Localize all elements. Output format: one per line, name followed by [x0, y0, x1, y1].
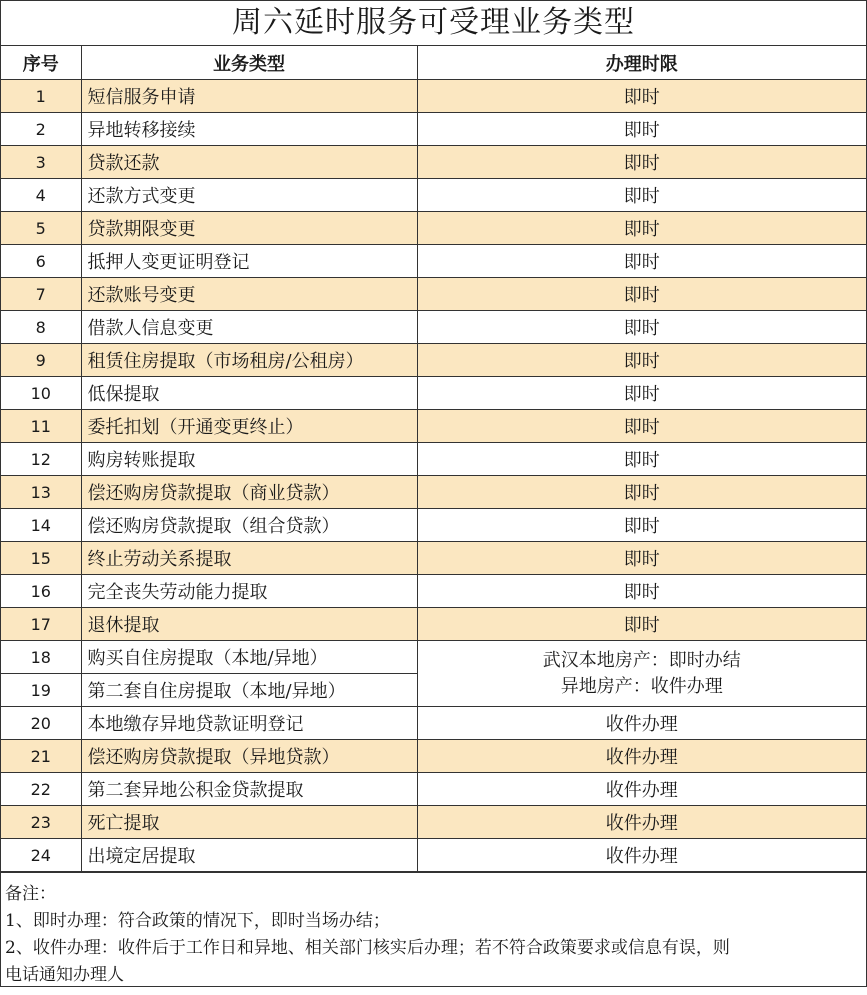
notes-line-3: 电话通知办理人 [5, 965, 124, 985]
table-header-row [1, 46, 866, 80]
header-time-limit: 办理时限 [417, 46, 866, 80]
row-business-type: 第二套异地公积金贷款提取 [81, 773, 417, 806]
row-business-type: 购房转账提取 [81, 443, 417, 476]
row-index: 15 [1, 542, 81, 575]
table-row [1, 278, 866, 311]
table-row [1, 212, 866, 245]
row-index: 9 [1, 344, 81, 377]
table-row [1, 509, 866, 542]
row-index: 10 [1, 377, 81, 410]
table-row [1, 641, 866, 674]
row-index: 23 [1, 806, 81, 839]
row-time-limit: 收件办理 [417, 773, 866, 806]
row-time-limit: 即时 [417, 575, 866, 608]
row-index: 7 [1, 278, 81, 311]
table-row [1, 311, 866, 344]
table-row [1, 542, 866, 575]
merged-time-line-1: 武汉本地房产：即时办结 [542, 649, 741, 671]
table-row [1, 707, 866, 740]
row-business-type: 偿还购房贷款提取（组合贷款） [81, 509, 417, 542]
row-time-limit: 收件办理 [417, 707, 866, 740]
row-business-type: 终止劳动关系提取 [81, 542, 417, 575]
table-row [1, 443, 866, 476]
row-index: 14 [1, 509, 81, 542]
row-index: 13 [1, 476, 81, 509]
row-business-type: 本地缴存异地贷款证明登记 [81, 707, 417, 740]
row-time-limit: 即时 [417, 311, 866, 344]
row-time-limit: 即时 [417, 542, 866, 575]
table-row [1, 740, 866, 773]
row-index: 16 [1, 575, 81, 608]
row-time-limit: 即时 [417, 377, 866, 410]
row-time-limit: 即时 [417, 212, 866, 245]
table-row [1, 344, 866, 377]
row-business-type: 租赁住房提取（市场租房/公租房） [81, 344, 417, 377]
merged-time-line-2: 异地房产：收件办理 [560, 675, 723, 697]
table-row [1, 575, 866, 608]
row-business-type: 贷款还款 [81, 146, 417, 179]
table-row [1, 773, 866, 806]
row-index: 17 [1, 608, 81, 641]
row-time-limit: 即时 [417, 476, 866, 509]
row-business-type: 委托扣划（开通变更终止） [81, 410, 417, 443]
row-time-limit: 即时 [417, 443, 866, 476]
table-row [1, 410, 866, 443]
row-business-type: 第二套自住房提取（本地/异地） [81, 674, 417, 707]
row-index: 24 [1, 839, 81, 872]
row-business-type: 退休提取 [81, 608, 417, 641]
row-index: 20 [1, 707, 81, 740]
row-index: 2 [1, 113, 81, 146]
row-business-type: 低保提取 [81, 377, 417, 410]
notes-line-1: 1、即时办理：符合政策的情况下，即时当场办结； [5, 911, 390, 931]
row-time-limit: 即时 [417, 344, 866, 377]
row-time-limit: 收件办理 [417, 740, 866, 773]
row-business-type: 还款账号变更 [81, 278, 417, 311]
row-index: 22 [1, 773, 81, 806]
sheet-title: 周六延时服务可受理业务类型 [1, 1, 866, 46]
row-business-type: 出境定居提取 [81, 839, 417, 872]
row-business-type: 偿还购房贷款提取（商业贷款） [81, 476, 417, 509]
row-index: 19 [1, 674, 81, 707]
row-business-type: 偿还购房贷款提取（异地贷款） [81, 740, 417, 773]
row-time-limit: 即时 [417, 80, 866, 113]
row-time-limit: 即时 [417, 113, 866, 146]
row-index: 18 [1, 641, 81, 674]
row-index: 4 [1, 179, 81, 212]
row-business-type: 完全丧失劳动能力提取 [81, 575, 417, 608]
header-index: 序号 [1, 46, 81, 80]
table-row [1, 245, 866, 278]
table-row [1, 146, 866, 179]
table-row [1, 179, 866, 212]
row-index: 3 [1, 146, 81, 179]
table-row [1, 806, 866, 839]
row-time-limit: 即时 [417, 146, 866, 179]
row-index: 12 [1, 443, 81, 476]
row-index: 11 [1, 410, 81, 443]
row-business-type: 购买自住房提取（本地/异地） [81, 641, 417, 674]
table-row [1, 608, 866, 641]
table-row [1, 839, 866, 872]
row-index: 8 [1, 311, 81, 344]
table-row [1, 377, 866, 410]
notes-section [1, 872, 866, 986]
row-time-limit: 收件办理 [417, 806, 866, 839]
business-table [1, 46, 866, 872]
row-index: 21 [1, 740, 81, 773]
row-index: 5 [1, 212, 81, 245]
row-time-limit: 即时 [417, 179, 866, 212]
row-time-limit: 即时 [417, 608, 866, 641]
table-row [1, 80, 866, 113]
notes-line-2: 2、收件办理：收件后于工作日和异地、相关部门核实后办理；若不符合政策要求或信息有误，则 [5, 938, 730, 958]
row-business-type: 贷款期限变更 [81, 212, 417, 245]
row-time-limit-merged [417, 641, 866, 707]
row-time-limit: 即时 [417, 410, 866, 443]
row-business-type: 抵押人变更证明登记 [81, 245, 417, 278]
row-business-type: 短信服务申请 [81, 80, 417, 113]
header-business-type: 业务类型 [81, 46, 417, 80]
row-business-type: 死亡提取 [81, 806, 417, 839]
row-index: 6 [1, 245, 81, 278]
row-time-limit: 即时 [417, 509, 866, 542]
table-row [1, 113, 866, 146]
row-business-type: 异地转移接续 [81, 113, 417, 146]
row-time-limit: 即时 [417, 245, 866, 278]
row-index: 1 [1, 80, 81, 113]
row-time-limit: 收件办理 [417, 839, 866, 872]
notes-heading: 备注： [5, 884, 56, 904]
table-row [1, 476, 866, 509]
row-business-type: 借款人信息变更 [81, 311, 417, 344]
row-business-type: 还款方式变更 [81, 179, 417, 212]
row-time-limit: 即时 [417, 278, 866, 311]
